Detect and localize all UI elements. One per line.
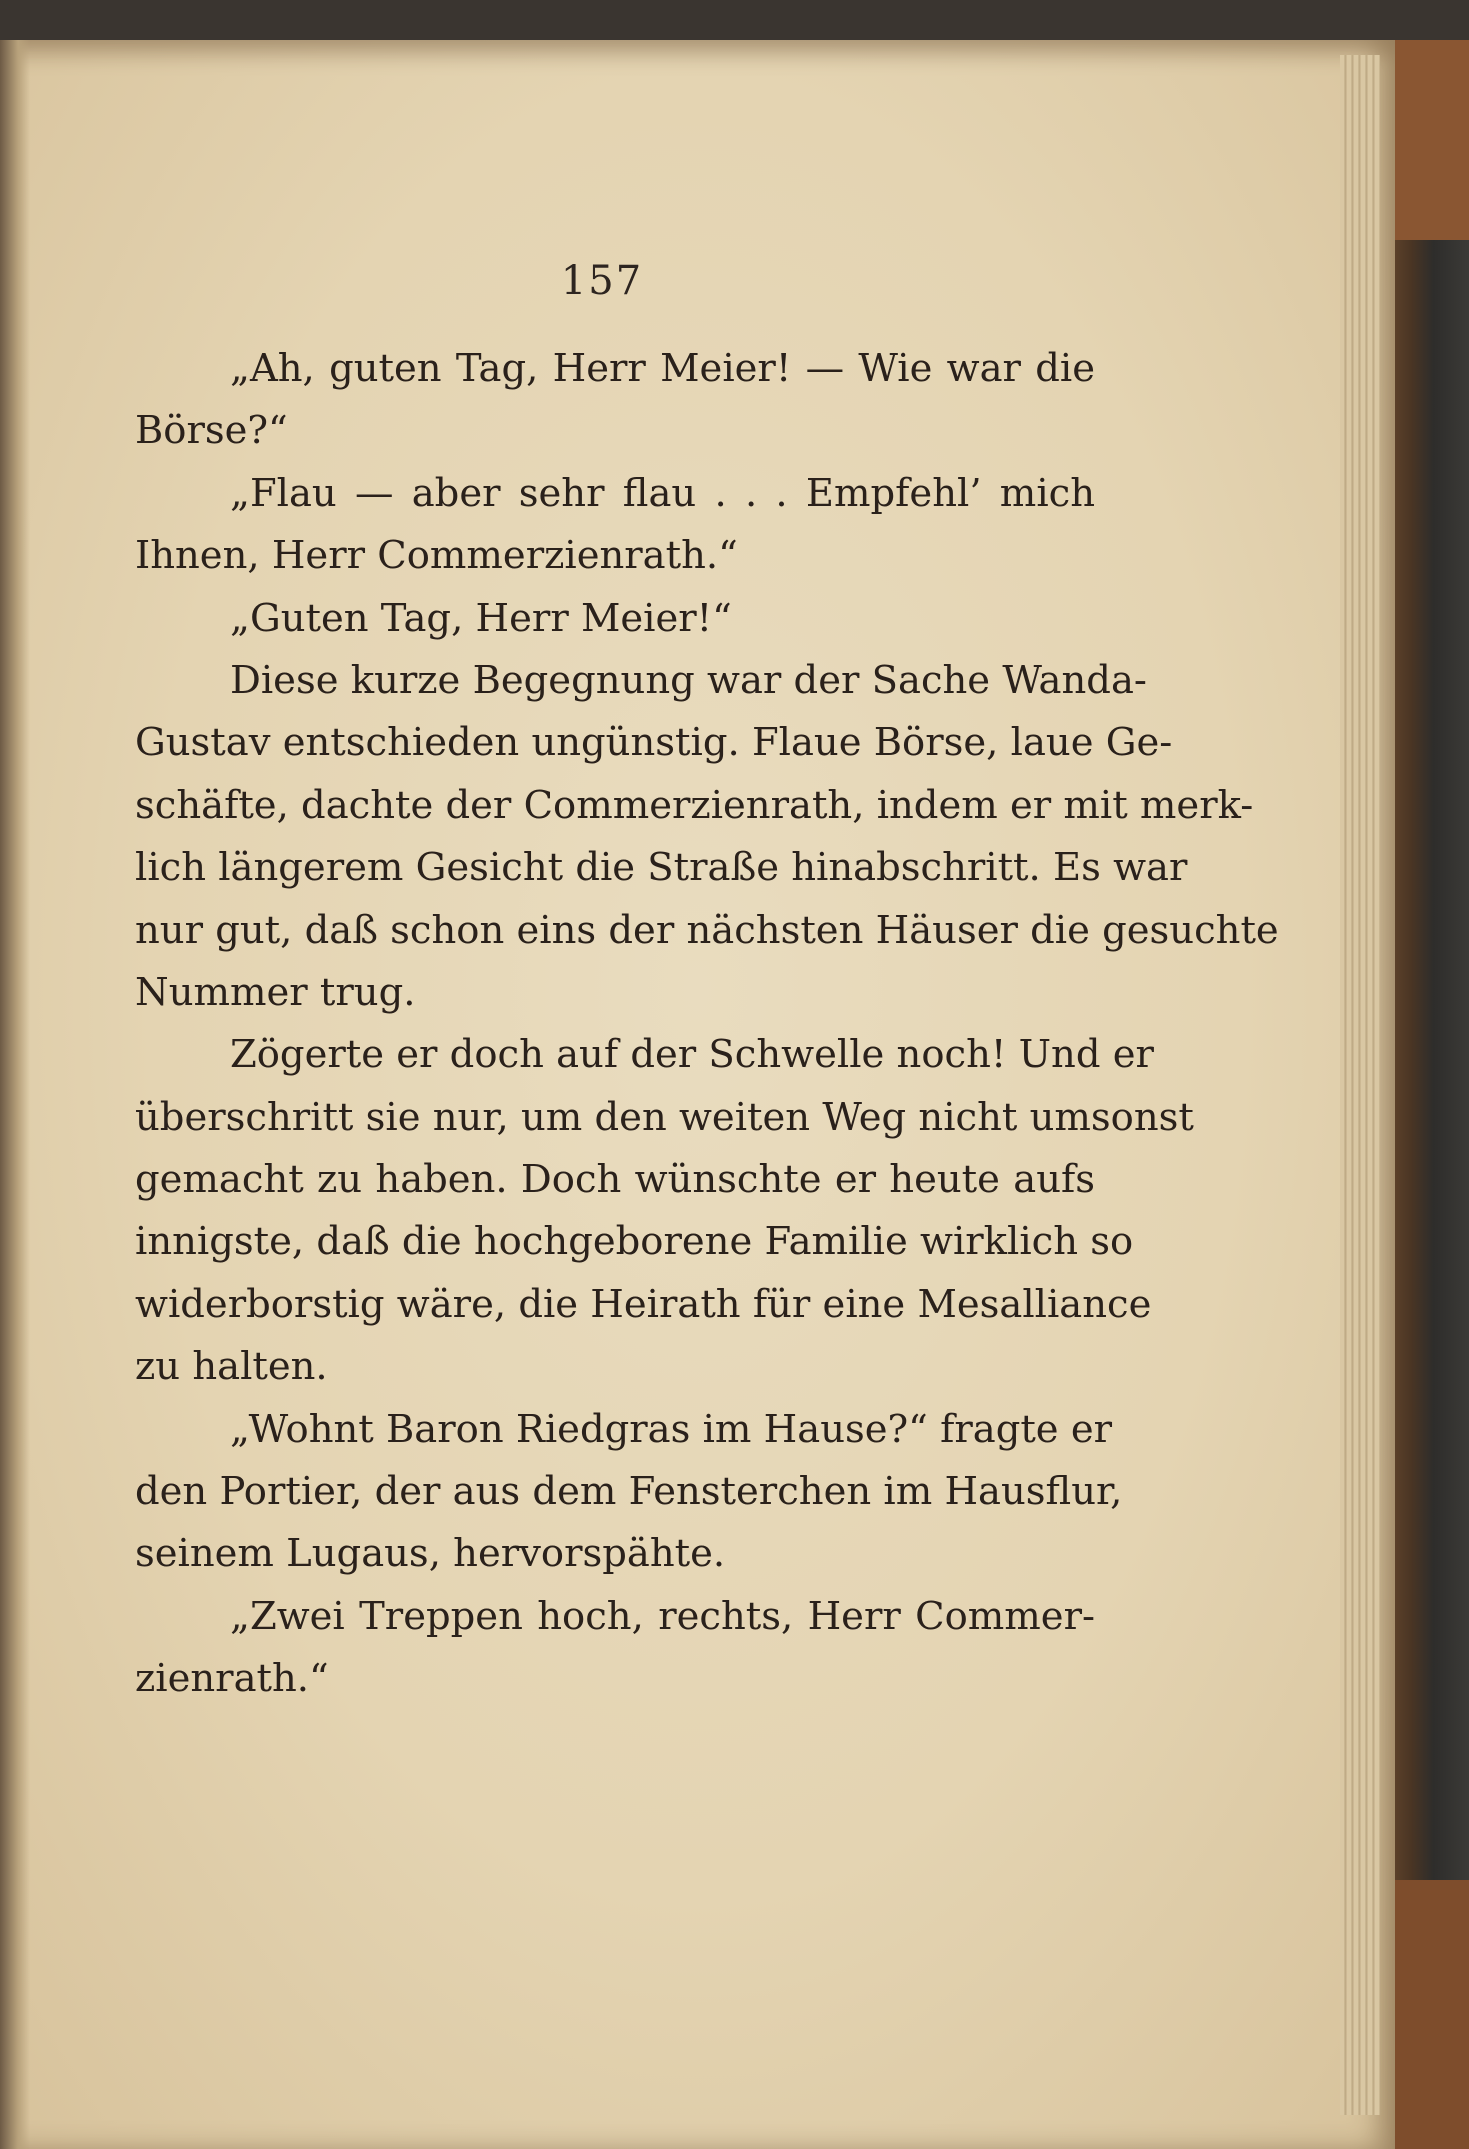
page-number: 157 — [560, 258, 644, 304]
text-line: Diese kurze Begegnung war der Sache Wanda- — [230, 657, 1147, 703]
text-line: widerborstig wäre, die Heirath für eine Mesalliance — [135, 1281, 1152, 1327]
text-line: zienrath.“ — [135, 1656, 329, 1702]
text-line: den Portier, der aus dem Fensterchen im Hausflur, — [135, 1469, 1123, 1515]
text-line: Börse?“ — [135, 408, 288, 454]
text-line: Zögerte er doch auf der Schwelle noch! Und er — [230, 1032, 1154, 1078]
page-edges — [1340, 55, 1380, 2115]
page-gutter — [0, 40, 30, 2149]
text-line: gemacht zu haben. Doch wünschte er heute aufs — [135, 1157, 1095, 1203]
text-line: „Flau — aber sehr flau . . . Empfehl’ mich — [230, 470, 1095, 516]
text-line: Gustav entschieden ungünstig. Flaue Börse, laue Ge- — [135, 720, 1173, 766]
text-line: „Zwei Treppen hoch, rechts, Herr Commer- — [230, 1593, 1095, 1639]
text-line: Nummer trug. — [135, 969, 416, 1015]
text-line: schäfte, dachte der Commerzienrath, indem er mit merk- — [135, 782, 1254, 828]
text-line: „Wohnt Baron Riedgras im Hause?“ fragte er — [230, 1406, 1113, 1452]
text-line: innigste, daß die hochgeborene Familie wirklich so — [135, 1219, 1134, 1265]
text-line: „Ah, guten Tag, Herr Meier! — Wie war die — [230, 346, 1095, 391]
body-text — [135, 338, 1279, 1711]
text-line: seinem Lugaus, hervorspähte. — [135, 1531, 726, 1577]
text-line: Ihnen, Herr Commerzienrath.“ — [135, 533, 738, 579]
text-line: lich längerem Gesicht die Straße hinabschritt. Es war — [135, 845, 1188, 891]
text-line: zu halten. — [135, 1344, 328, 1390]
text-line: überschritt sie nur, um den weiten Weg nicht umsonst — [135, 1094, 1194, 1140]
text-line: nur gut, daß schon eins der nächsten Häuser die gesuchte — [135, 907, 1279, 953]
text-line: „Guten Tag, Herr Meier!“ — [230, 595, 732, 641]
